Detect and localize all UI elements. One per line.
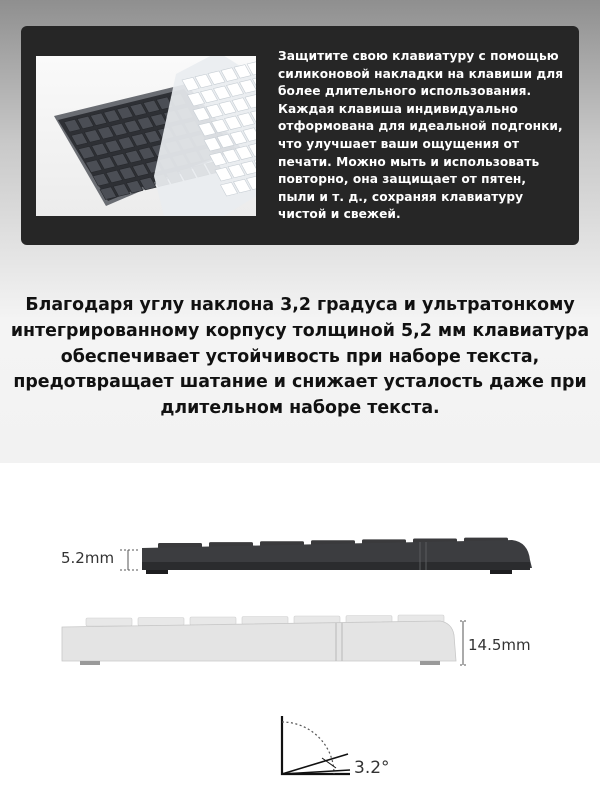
headline-line: интегрированному корпусу толщиной 5,2 мм клавиатура bbox=[10, 320, 590, 341]
headline-line: обеспечивает устойчивость при наборе текста, bbox=[60, 346, 540, 367]
description-line: силиконовой накладки на клавиши для bbox=[278, 66, 564, 81]
headline bbox=[0, 293, 600, 422]
description-line: повторно, она защищает от пятен, bbox=[278, 172, 527, 187]
keycap bbox=[86, 618, 132, 626]
keycap bbox=[138, 618, 184, 626]
description-line: более длительного использования. bbox=[278, 84, 532, 99]
headline-line: Благодаря углу наклона 3,2 градуса и ультратонкому bbox=[25, 295, 575, 315]
description-line: печати. Можно мыть и использовать bbox=[278, 154, 540, 169]
description-line: отформована для идеальной подгонки, bbox=[278, 119, 563, 134]
tilt-angle-diagram bbox=[270, 712, 390, 792]
thin-height-label: 5.2mm bbox=[61, 549, 115, 567]
keycap bbox=[190, 617, 236, 625]
description-line: Каждая клавиша индивидуально bbox=[278, 101, 518, 116]
description-line: чистой и свежей. bbox=[278, 207, 401, 222]
keyboard-with-silicone-cover-image bbox=[36, 56, 256, 216]
description-line: пыли и т. д., сохраняя клавиатуру bbox=[278, 189, 524, 204]
thick-height-label: 14.5mm bbox=[468, 636, 531, 654]
cover-description bbox=[278, 48, 568, 224]
description-line: что улучшает ваши ощущения от bbox=[278, 136, 520, 151]
info-card bbox=[21, 26, 579, 245]
keyboard-cover-photo bbox=[36, 56, 256, 216]
headline-line: предотвращает шатание и снижает усталость даже при bbox=[13, 372, 587, 393]
description-line: Защитите свою клавиатуру с помощью bbox=[278, 49, 559, 63]
tilt-angle-label: 3.2° bbox=[354, 758, 390, 778]
headline-line: длительном наборе текста. bbox=[160, 398, 440, 419]
